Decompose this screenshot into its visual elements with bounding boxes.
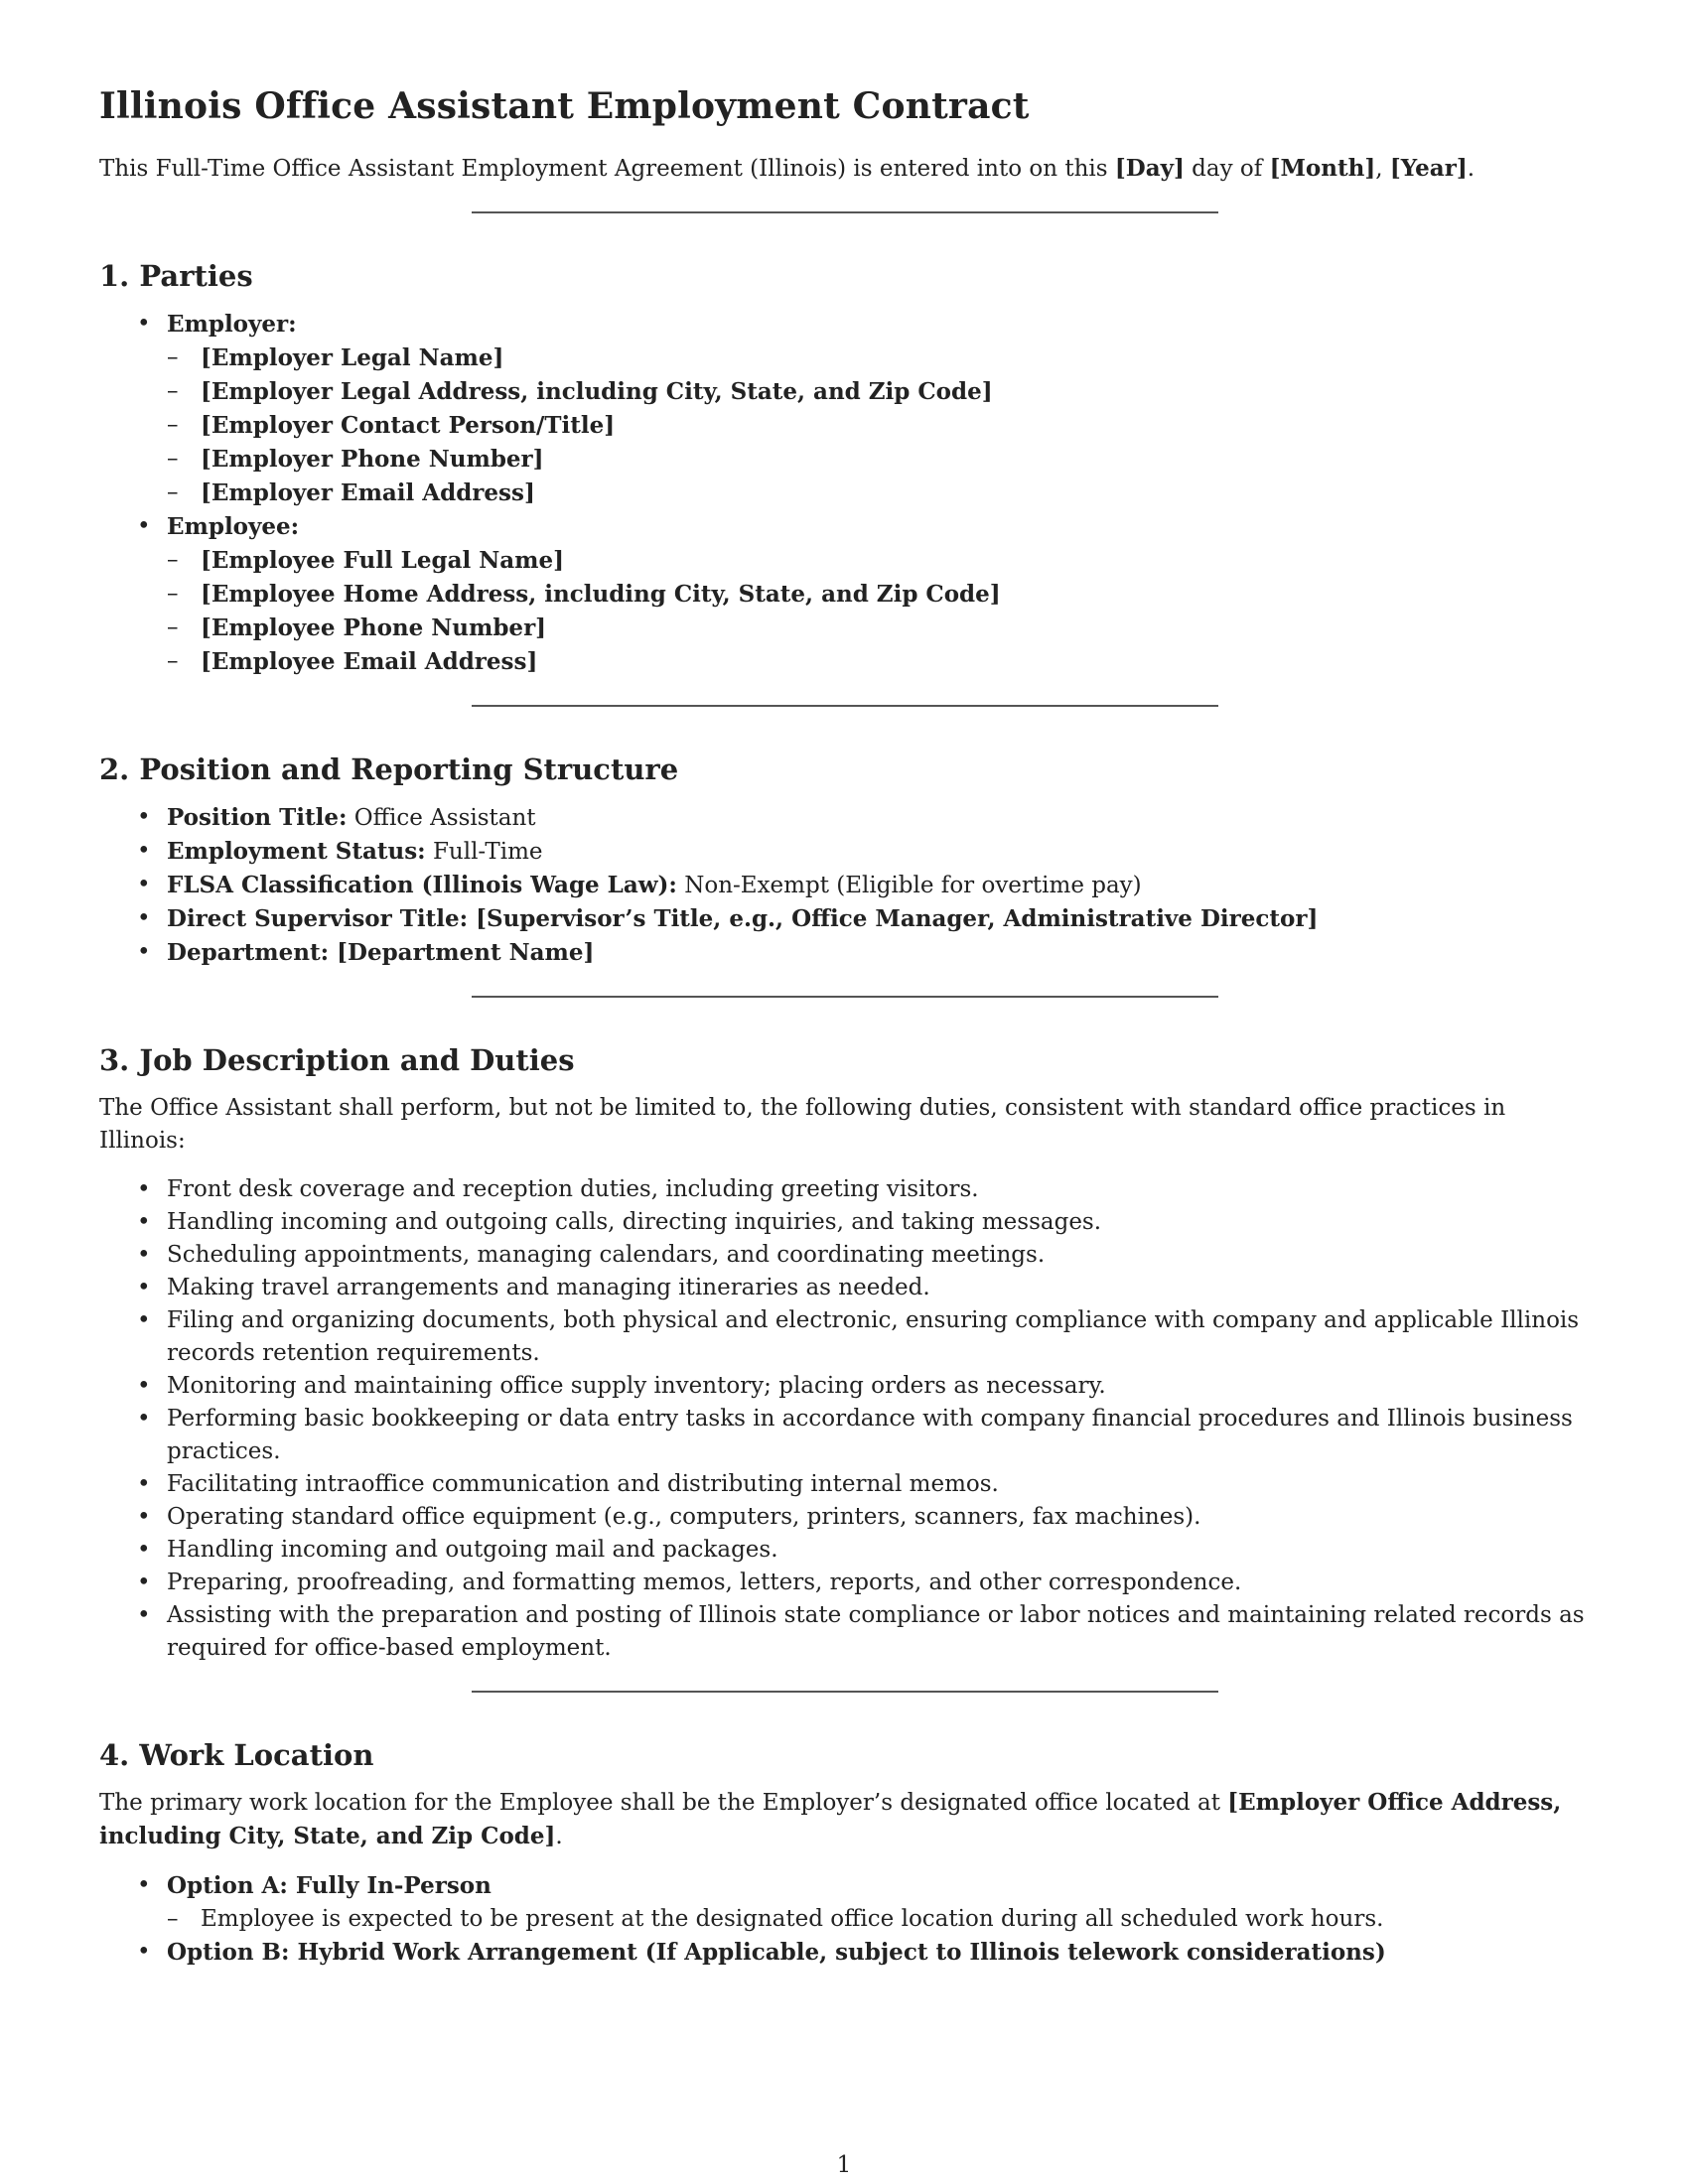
employee-item <box>99 510 1591 679</box>
list-item: – [Employee Full Legal Name] <box>167 544 1591 578</box>
option-a-item <box>99 1869 1591 1936</box>
option-a-label: Option A: Fully In-Person <box>167 1872 492 1900</box>
location-intro: The primary work location for the Employee shall be the Employer’s designated office located at [Employer Office Address, including City, State, and Zip Code]. <box>99 1789 1562 1850</box>
list-item: • Facilitating intraoffice communication and distributing internal memos. <box>99 1468 1591 1501</box>
day-placeholder: [Day] <box>1114 155 1185 183</box>
page-number: 1 <box>836 2152 852 2178</box>
employee-details <box>167 544 1591 679</box>
location-options-list <box>99 1869 1591 1970</box>
list-item: • Direct Supervisor Title: [Supervisor’s Title, e.g., Office Manager, Administrative Director] <box>99 902 1591 936</box>
employer-item <box>99 308 1591 510</box>
office-address-placeholder: [Employer Office Address, including City, State, and Zip Code] <box>99 1789 1562 1850</box>
year-placeholder: [Year] <box>1389 155 1468 183</box>
position-list <box>99 801 1591 970</box>
list-item: – Employee is expected to be present at the designated office location during all scheduled work hours. <box>167 1903 1591 1936</box>
duties-intro: The Office Assistant shall perform, but not be limited to, the following duties, consistent with standard office practices in Illinois: <box>99 1094 1506 1154</box>
section-divider <box>472 211 1218 213</box>
list-item: • Making travel arrangements and managing itineraries as needed. <box>99 1272 1591 1304</box>
section-divider <box>472 705 1218 707</box>
list-item: • Scheduling appointments, managing calendars, and coordinating meetings. <box>99 1239 1591 1272</box>
list-item: • Position Title: Office Assistant <box>99 801 1591 835</box>
document-page <box>99 85 1591 1970</box>
option-b-label: Option B: Hybrid Work Arrangement (If Applicable, subject to Illinois telework considerations) <box>167 1939 1386 1967</box>
list-item: • Assisting with the preparation and posting of Illinois state compliance or labor notices and maintaining related records as required for office-based employment. <box>99 1599 1591 1665</box>
option-a-details <box>167 1903 1591 1936</box>
list-item: • Handling incoming and outgoing mail and packages. <box>99 1534 1591 1567</box>
section-divider <box>472 996 1218 998</box>
list-item: • Employment Status: Full-Time <box>99 835 1591 869</box>
list-item: • Handling incoming and outgoing calls, directing inquiries, and taking messages. <box>99 1206 1591 1239</box>
list-item: – [Employer Phone Number] <box>167 443 1591 477</box>
list-item: – [Employer Contact Person/Title] <box>167 409 1591 443</box>
list-item: – [Employer Legal Name] <box>167 341 1591 375</box>
list-item: – [Employer Legal Address, including City, State, and Zip Code] <box>167 375 1591 409</box>
duties-list <box>99 1173 1591 1665</box>
list-item: • Filing and organizing documents, both physical and electronic, ensuring compliance with company and applicable Illinois records retention requirements. <box>99 1304 1591 1370</box>
list-item: • Front desk coverage and reception duties, including greeting visitors. <box>99 1173 1591 1206</box>
section-heading-parties: 1. Parties <box>99 259 253 294</box>
parties-list <box>99 308 1591 679</box>
list-item: • Preparing, proofreading, and formatting memos, letters, reports, and other correspondence. <box>99 1567 1591 1599</box>
section-heading-position: 2. Position and Reporting Structure <box>99 751 679 786</box>
section-divider <box>472 1691 1218 1693</box>
intro-paragraph: This Full-Time Office Assistant Employment Agreement (Illinois) is entered into on this [Day] day of [Month], [Year]. <box>99 155 1476 183</box>
section-heading-location: 4. Work Location <box>99 1737 374 1772</box>
list-item: – [Employee Home Address, including City, State, and Zip Code] <box>167 578 1591 612</box>
list-item: • Department: [Department Name] <box>99 936 1591 970</box>
month-placeholder: [Month] <box>1269 155 1376 183</box>
list-item: • Monitoring and maintaining office supply inventory; placing orders as necessary. <box>99 1370 1591 1403</box>
list-item: – [Employee Phone Number] <box>167 612 1591 645</box>
list-item: – [Employee Email Address] <box>167 645 1591 679</box>
list-item: • Performing basic bookkeeping or data entry tasks in accordance with company financial procedures and Illinois business practices. <box>99 1403 1591 1468</box>
document-title: Illinois Office Assistant Employment Contract <box>99 85 1030 127</box>
employer-label: Employer: <box>167 310 297 338</box>
list-item: • FLSA Classification (Illinois Wage Law): Non-Exempt (Eligible for overtime pay) <box>99 869 1591 902</box>
employee-label: Employee: <box>167 512 300 540</box>
employer-details <box>167 341 1591 510</box>
section-heading-duties: 3. Job Description and Duties <box>99 1042 575 1077</box>
option-b-item <box>99 1936 1591 1970</box>
list-item: • Operating standard office equipment (e.g., computers, printers, scanners, fax machines). <box>99 1501 1591 1534</box>
list-item: – [Employer Email Address] <box>167 477 1591 510</box>
